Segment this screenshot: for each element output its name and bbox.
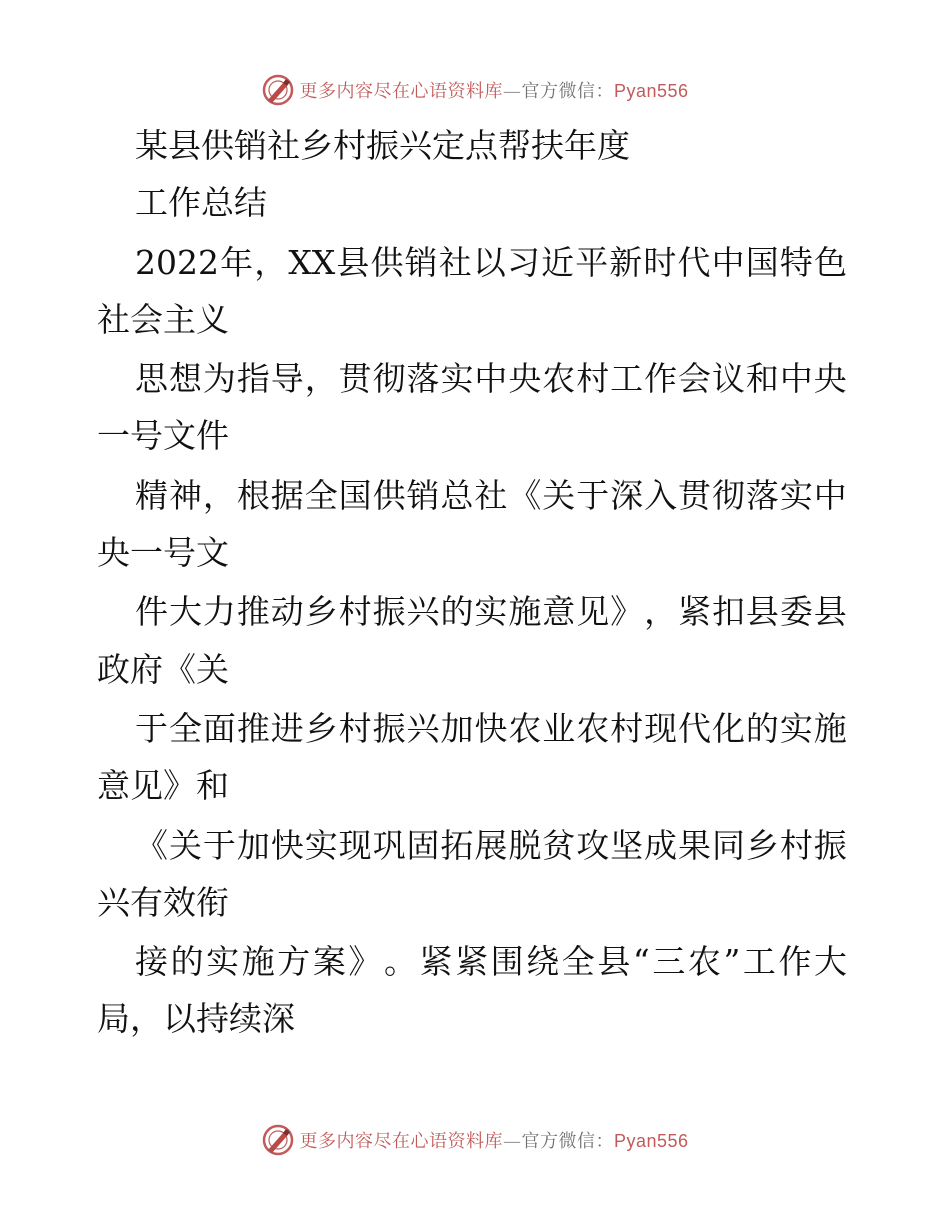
watermark-brand: 更多内容尽在心语资料库 <box>299 1131 503 1152</box>
doc-glyph: 年 <box>220 243 254 282</box>
doc-glyph: 中 <box>474 359 508 398</box>
doc-glyph: 中 <box>779 359 813 398</box>
doc-glyph: 实 <box>440 359 474 398</box>
doc-glyph: 振 <box>372 709 406 748</box>
doc-paragraph-line: 一号文件 <box>97 416 229 455</box>
doc-glyph: 快 <box>270 826 304 865</box>
doc-glyph: ， <box>644 592 678 631</box>
doc-glyph: 脱 <box>508 826 542 865</box>
doc-glyph: 的 <box>170 942 204 981</box>
doc-glyph: 国 <box>338 476 372 515</box>
doc-glyph: 施 <box>241 942 275 981</box>
doc-glyph: 实 <box>779 476 813 515</box>
doc-glyph: 彻 <box>711 476 745 515</box>
doc-glyph: 巩 <box>372 826 406 865</box>
doc-glyph: 》 <box>348 942 382 981</box>
doc-glyph: 加 <box>440 709 474 748</box>
doc-paragraph-line <box>135 239 847 287</box>
doc-glyph: 施 <box>813 709 847 748</box>
doc-glyph: 社 <box>438 243 472 282</box>
doc-paragraph-line: 意见》和 <box>97 766 229 805</box>
doc-glyph: 振 <box>372 592 406 631</box>
doc-glyph: 实 <box>779 709 813 748</box>
doc-glyph: 会 <box>678 359 711 398</box>
doc-title-line-1: 某县供销社乡村振兴定点帮扶年度 <box>135 126 630 165</box>
doc-glyph: 村 <box>779 826 813 865</box>
doc-glyph: 入 <box>644 476 678 515</box>
doc-glyph: 县 <box>813 592 847 631</box>
doc-glyph: 为 <box>202 359 236 398</box>
doc-glyph: 面 <box>202 709 236 748</box>
doc-glyph: 关 <box>542 476 576 515</box>
pen-logo-icon <box>261 73 295 107</box>
doc-glyph: 拓 <box>440 826 474 865</box>
doc-glyph: 接 <box>135 942 168 981</box>
doc-glyph: 见 <box>576 592 610 631</box>
doc-glyph: 果 <box>678 826 711 865</box>
doc-glyph: 大 <box>814 942 847 981</box>
doc-glyph: 施 <box>508 592 542 631</box>
doc-glyph: 的 <box>440 592 474 631</box>
watermark-label: 官方微信： <box>521 81 614 102</box>
doc-glyph: 彻 <box>372 359 406 398</box>
doc-glyph: 近 <box>541 243 575 282</box>
doc-glyph: 供 <box>372 476 406 515</box>
doc-paragraph-line: 局，以持续深 <box>97 999 295 1038</box>
doc-glyph: 特 <box>779 243 813 282</box>
doc-glyph: 贯 <box>338 359 372 398</box>
doc-glyph: 村 <box>610 709 644 748</box>
doc-glyph: 农 <box>508 709 542 748</box>
doc-glyph: 展 <box>474 826 508 865</box>
doc-glyph: 2022 <box>135 243 219 282</box>
doc-glyph: 作 <box>644 359 678 398</box>
doc-glyph: 振 <box>813 826 847 865</box>
doc-glyph: 兴 <box>406 709 440 748</box>
doc-glyph: 委 <box>779 592 813 631</box>
doc-glyph: 扣 <box>711 592 745 631</box>
doc-paragraph-line: 政府《关 <box>97 650 229 689</box>
doc-glyph: ， <box>202 476 236 515</box>
doc-glyph: ， <box>304 359 338 398</box>
doc-glyph: 快 <box>474 709 508 748</box>
doc-glyph: ” <box>723 942 741 981</box>
doc-title-line-2: 工作总结 <box>135 183 267 222</box>
doc-glyph: 件 <box>135 592 168 631</box>
doc-glyph: 进 <box>270 709 304 748</box>
doc-glyph: 关 <box>168 826 202 865</box>
doc-glyph: 紧 <box>419 942 453 981</box>
doc-glyph: 县 <box>597 942 631 981</box>
doc-glyph: 销 <box>404 243 438 282</box>
doc-glyph: 工 <box>610 359 644 398</box>
doc-glyph: 于 <box>135 709 168 748</box>
doc-glyph: 社 <box>474 476 508 515</box>
doc-glyph: 化 <box>711 709 745 748</box>
doc-glyph: 现 <box>644 709 678 748</box>
doc-paragraph-line <box>135 938 847 986</box>
doc-glyph: 平 <box>575 243 609 282</box>
doc-glyph: 据 <box>270 476 304 515</box>
doc-glyph: 全 <box>304 476 338 515</box>
doc-glyph: ， <box>254 243 288 282</box>
doc-glyph: 贫 <box>542 826 576 865</box>
doc-glyph: 工 <box>742 942 776 981</box>
doc-glyph: 实 <box>206 942 240 981</box>
header-watermark <box>0 70 950 110</box>
doc-glyph: 时 <box>643 243 677 282</box>
doc-glyph: 村 <box>576 359 610 398</box>
doc-glyph: 神 <box>168 476 202 515</box>
doc-glyph: 中 <box>711 243 745 282</box>
doc-glyph: 中 <box>813 476 847 515</box>
doc-glyph: 案 <box>312 942 346 981</box>
doc-glyph: 总 <box>440 476 474 515</box>
doc-glyph: 供 <box>370 243 404 282</box>
doc-glyph: 落 <box>406 359 440 398</box>
doc-glyph: 业 <box>542 709 576 748</box>
doc-glyph: 和 <box>745 359 779 398</box>
doc-glyph: 乡 <box>304 592 338 631</box>
doc-glyph: 加 <box>236 826 270 865</box>
doc-glyph: 议 <box>711 359 745 398</box>
doc-glyph: 于 <box>202 826 236 865</box>
doc-glyph: 方 <box>277 942 311 981</box>
doc-glyph: 全 <box>561 942 595 981</box>
watermark-label: 官方微信： <box>521 1131 614 1152</box>
doc-glyph: 乡 <box>745 826 779 865</box>
doc-glyph: 同 <box>711 826 745 865</box>
doc-paragraph-line <box>135 588 847 636</box>
doc-paragraph-line <box>135 705 847 753</box>
doc-glyph: 销 <box>406 476 440 515</box>
doc-glyph: 央 <box>508 359 542 398</box>
doc-glyph: 指 <box>236 359 270 398</box>
doc-glyph: 想 <box>168 359 202 398</box>
doc-glyph: 实 <box>304 826 338 865</box>
doc-glyph: 县 <box>745 592 779 631</box>
doc-glyph: 实 <box>474 592 508 631</box>
doc-glyph: 兴 <box>406 592 440 631</box>
doc-glyph: 力 <box>202 592 236 631</box>
doc-glyph: 导 <box>270 359 304 398</box>
doc-glyph: 央 <box>813 359 847 398</box>
doc-glyph: 意 <box>542 592 576 631</box>
watermark-text <box>299 1127 688 1153</box>
doc-glyph: 动 <box>270 592 304 631</box>
doc-glyph: 《 <box>135 826 168 865</box>
doc-glyph: 全 <box>168 709 202 748</box>
doc-glyph: 》 <box>610 592 644 631</box>
doc-paragraph-line: 社会主义 <box>97 300 229 339</box>
doc-glyph: “ <box>632 942 650 981</box>
doc-glyph: 坚 <box>610 826 644 865</box>
doc-glyph: 乡 <box>304 709 338 748</box>
doc-glyph: 现 <box>338 826 372 865</box>
doc-glyph: 思 <box>135 359 168 398</box>
doc-glyph: 紧 <box>455 942 489 981</box>
doc-glyph: 农 <box>687 942 721 981</box>
doc-glyph: 成 <box>644 826 678 865</box>
doc-glyph: 推 <box>236 709 270 748</box>
doc-paragraph-line: 兴有效衔 <box>97 883 229 922</box>
doc-glyph: 农 <box>576 709 610 748</box>
doc-glyph: 围 <box>490 942 524 981</box>
doc-glyph: 新 <box>609 243 643 282</box>
watermark-wechat-id: Pyan556 <box>613 81 689 101</box>
doc-glyph: 精 <box>135 476 168 515</box>
watermark-wechat-id: Pyan556 <box>613 1131 689 1151</box>
doc-glyph: 紧 <box>678 592 711 631</box>
doc-glyph: 于 <box>576 476 610 515</box>
doc-glyph: 以 <box>472 243 506 282</box>
doc-paragraph-line: 央一号文 <box>97 533 229 572</box>
doc-paragraph-line <box>135 355 847 403</box>
doc-glyph: 三 <box>652 942 686 981</box>
watermark-dash: — <box>502 1131 522 1152</box>
watermark-text <box>299 77 688 103</box>
doc-glyph: 作 <box>778 942 812 981</box>
doc-glyph: 攻 <box>576 826 610 865</box>
watermark-brand: 更多内容尽在心语资料库 <box>299 81 503 102</box>
doc-glyph: 《 <box>508 476 542 515</box>
doc-glyph: 大 <box>168 592 202 631</box>
doc-glyph: 国 <box>745 243 779 282</box>
doc-glyph: 县 <box>336 243 370 282</box>
doc-glyph: 习 <box>506 243 540 282</box>
doc-glyph: 落 <box>745 476 779 515</box>
doc-glyph: 深 <box>610 476 644 515</box>
doc-glyph: 村 <box>338 709 372 748</box>
doc-glyph: 固 <box>406 826 440 865</box>
footer-watermark <box>0 1120 950 1160</box>
doc-glyph: 色 <box>813 243 847 282</box>
doc-glyph: 村 <box>338 592 372 631</box>
doc-glyph: 。 <box>383 942 417 981</box>
watermark-dash: — <box>502 81 522 102</box>
doc-glyph: 农 <box>542 359 576 398</box>
doc-glyph: 代 <box>678 709 711 748</box>
doc-paragraph-line <box>135 822 847 870</box>
doc-glyph: 推 <box>236 592 270 631</box>
doc-glyph: 代 <box>677 243 711 282</box>
doc-glyph: 绕 <box>526 942 560 981</box>
doc-paragraph-line <box>135 472 847 520</box>
pen-logo-icon <box>261 1123 295 1157</box>
doc-glyph: 贯 <box>678 476 711 515</box>
doc-glyph: XX <box>288 243 336 282</box>
doc-glyph: 的 <box>745 709 779 748</box>
doc-glyph: 根 <box>236 476 270 515</box>
